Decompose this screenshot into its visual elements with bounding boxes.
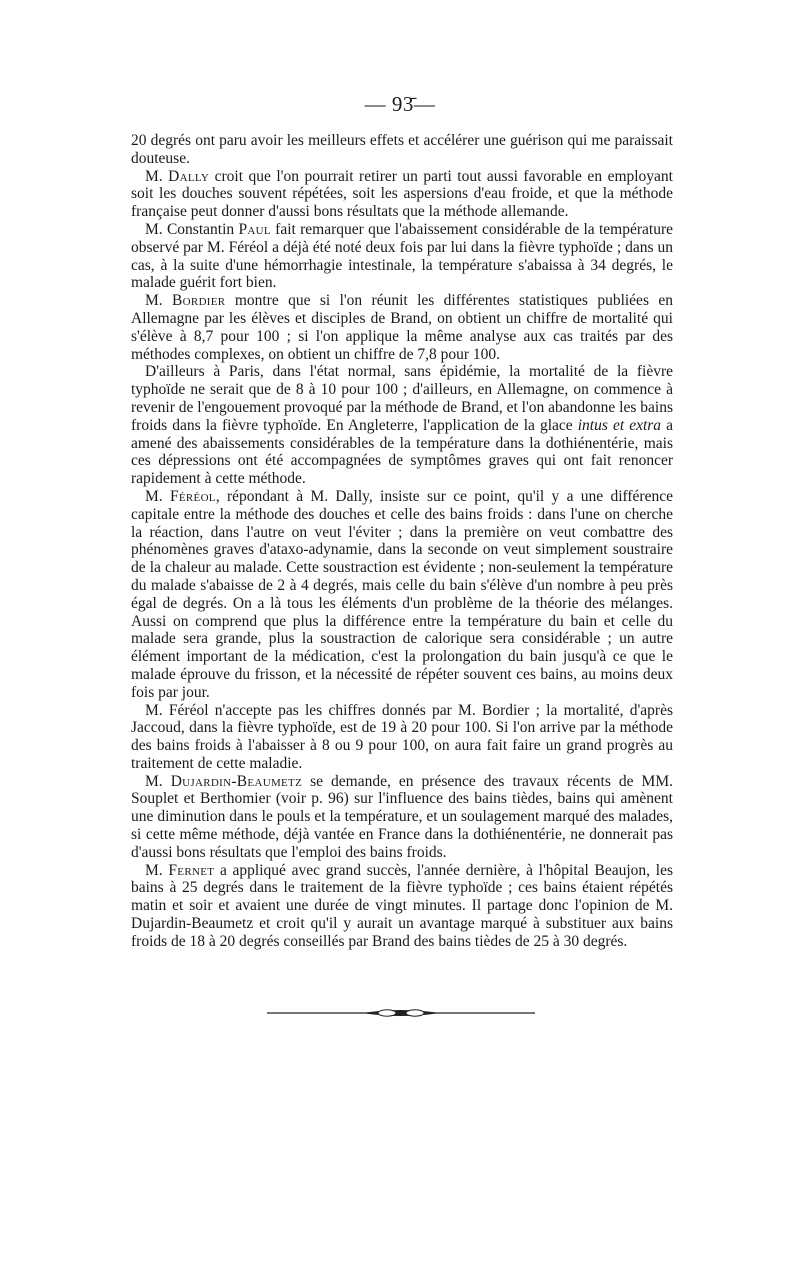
paragraph	[131, 862, 673, 951]
person-name: Dujardin-Beaumetz	[170, 772, 303, 790]
paragraph	[131, 702, 673, 773]
paragraph	[131, 132, 673, 168]
text-run: croit que l'on pourrait retirer un parti tout aussi favorable en employant soit les douches souvent répétées, soit les aspersions d'eau froide, et que la méthode française peut donner d'aussi bons résultats que la méthode allemande.	[131, 167, 673, 221]
text-run: M.	[145, 292, 173, 310]
text-run: M. Féréol n'accepte pas les chiffres donnés par M. Bordier ; la mortalité, d'après Jaccoud, dans la fièvre typhoïde, est de 19 à 20 pour 100. Si l'on arrive par la méthode des bains froids à l'abaisser à 8 ou 9 pour 100, on aura fait faire un grand progrès au traitement de cette maladie.	[131, 701, 673, 772]
paragraph	[131, 292, 673, 363]
person-name: Féréol	[169, 487, 216, 505]
text-run: 20 degrés ont paru avoir les meilleurs effets et accélérer une guérison qui me paraissait douteuse.	[131, 132, 673, 167]
text-run: , répondant à M. Dally, insiste sur ce point, qu'il y a une différence capitale entre la méthode des douches et celle des bains froids : dans l'une on cherche la réaction, dans l'autre on veut l'éviter ; dans la première on veut combattre des phénomènes graves d'ataxo-adynamie, dans la seconde on veut simplement soustraire de la chaleur au malade. Cette soustraction est évidente ; non-seulement la température du malade s'abaisse de 2 à 4 degrés, mais celle du bain s'élève d'un nombre à peu près égal de degrés. On a là tous les éléments d'un problème de la théorie des mélanges. Aussi on comprend que plus la différence entre la température du bain et celle du malade sera grande, plus la soustraction de calorique sera considérable ; un autre élément important de la médication, c'est la prolongation du bain jusqu'à ce que le malade éprouve du frisson, et la nécessité de répéter souvent ces bains, au moins deux fois par jour.	[131, 487, 673, 701]
paragraph	[131, 221, 673, 292]
end-ornament-rule	[267, 1008, 535, 1018]
text-run: D'ailleurs à Paris, dans l'état normal, sans épidémie, la mortalité de la fièvre typhoïde ne serait que de 8 à 10 pour 100 ; d'ailleurs, en Allemagne, on commence à revenir de l'engouement provoqué par la méthode de Brand, et l'on abandonne les bains froids dans la fièvre typhoïde. En Angleterre, l'application de la glace	[131, 363, 673, 434]
italic-phrase: intus et extra	[577, 416, 662, 434]
person-name: Paul	[238, 220, 271, 238]
paragraph	[131, 168, 673, 221]
text-run: a appliqué avec grand succès, l'année dernière, à l'hôpital Beaujon, les bains à 25 degrés dans le traitement de la fièvre typhoïde ; ces bains étaient répétés matin et soir et avaient une durée de vingt minutes. Il partage donc l'opinion de M. Dujardin-Beaumetz et croit qu'il y aurait un avantage marqué à substituer aux bains froids de 18 à 20 degrés conseillés par Brand des bains tièdes de 25 à 30 degrés.	[131, 861, 673, 950]
page-number: — 93̄—	[364, 92, 436, 116]
paragraph	[131, 363, 673, 488]
paragraph	[131, 488, 673, 702]
person-name: Fernet	[168, 861, 215, 879]
text-run: M. Constantin	[145, 220, 239, 238]
person-name: Dally	[168, 167, 210, 185]
text-run: M.	[145, 167, 169, 185]
text-run: M.	[145, 861, 169, 879]
text-run: se demande, en présence des travaux récents de MM. Souplet et Berthomier (voir p. 96) sur l'influence des bains tièdes, bains qui amènent une diminution dans le pouls et la température, et un soulagement marqué des malades, si cette même méthode, déjà vantée en France dans la dothiénentérie, ne donnerait pas d'aussi bons résultats que l'emploi des bains froids.	[131, 772, 673, 861]
body-text	[131, 132, 673, 951]
paragraph	[131, 773, 673, 862]
text-run: fait remarquer que l'abaissement considérable de la température observé par M. Féréol a déjà été noté deux fois par lui dans la fièvre typhoïde ; dans un cas, à la suite d'une hémorrhagie intestinale, la température s'abaissa à 34 degrés, le malade guérit fort bien.	[131, 220, 674, 292]
person-name: Bordier	[172, 292, 226, 310]
text-run: montre que si l'on réunit les différentes statistiques publiées en Allemagne par les élèves et disciples de Brand, on obtient un chiffre de mortalité qui s'élève à 8,7 pour 100 ; si l'on applique la même analyse aux cas traités par des méthodes complexes, on obtient un chiffre de 7,8 pour 100.	[131, 292, 673, 363]
text-run: M.	[145, 772, 171, 790]
text-run: a amené des abaissements considérables de la température dans la dothiénentérie, mais ces dépressions ont été accompagnées de symptômes graves qui ont fait renoncer rapidement à cette méthode.	[131, 416, 673, 488]
text-run: M.	[145, 487, 170, 505]
